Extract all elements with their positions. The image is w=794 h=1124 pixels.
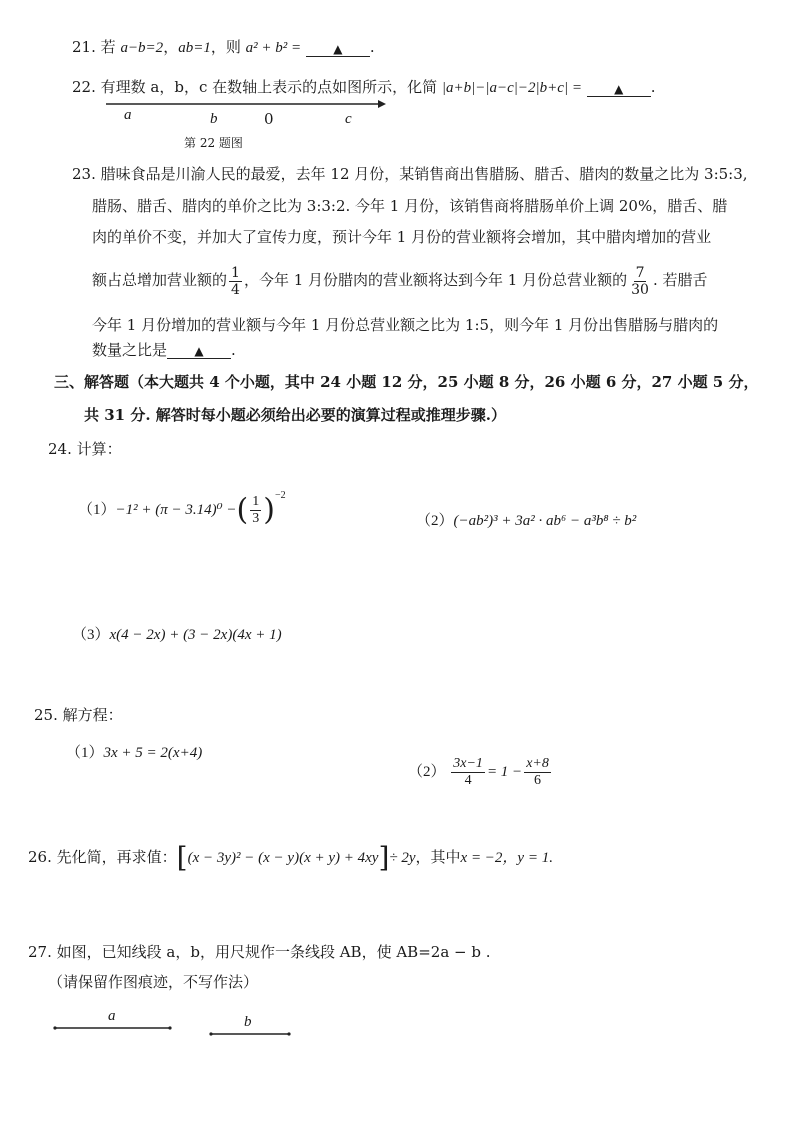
q27-note: （请保留作图痕迹，不写作法） xyxy=(48,973,259,991)
fraction-one-third: $\frac{1}{3}$ xyxy=(252,494,260,527)
q23-line4: 额占总增加营业额的 $\frac{1}{4}$ ，今年 1 月份腊肉的营业额将达到今年 1 月份总营业额的 $\frac{7}{30}$ . 若腊舌 xyxy=(92,264,708,298)
q24-part3: （3）x(4 − 2x) + (3 − 2x)(4x + 1) xyxy=(72,627,282,643)
fraction-one-quarter: $\frac{1}{4}$ xyxy=(231,264,240,298)
answer-triangle-icon: ▲ xyxy=(614,82,624,96)
number-line-label-zero: 0 xyxy=(264,110,274,128)
q24-part1: （1）−1² + (π − 3.14)⁰ −( $\frac{1}{3}$ )$^{-2}$ xyxy=(78,490,286,528)
number-line-label-b: b xyxy=(210,111,218,127)
segment-a-label: a xyxy=(108,1008,116,1024)
q23-line5: 今年 1 月份增加的营业额与今年 1 月份总营业额之比为 1:5，则今年 1 月份出售腊肠与腊肉的 xyxy=(92,316,719,334)
q27-line: 27. 如图，已知线段 a，b，用尺规作一条线段 AB，使 AB=2a − b . xyxy=(28,943,491,961)
q24-title: 24. 计算： xyxy=(48,440,122,458)
q25-part1: （1）3x + 5 = 2(x+4) xyxy=(66,745,203,761)
q23-line3: 肉的单价不变，并加大了宣传力度，预计今年 1 月份的营业额将会增加，其中腊肉增加的营业 xyxy=(92,228,712,246)
number-line-arrow-icon xyxy=(378,100,386,108)
section3-heading: 三、解答题（本大题共 4 个小题，其中 24 小题 12 分，25 小题 8 分，26 小题 6 分，27 小题 5 分， xyxy=(54,373,759,391)
q22-figure-caption: 第 22 题图 xyxy=(184,136,243,150)
segment-b-end-dot xyxy=(287,1032,290,1035)
q22-number: 22. xyxy=(72,78,96,96)
answer-triangle-icon: ▲ xyxy=(333,42,343,56)
segment-a-start-dot xyxy=(53,1026,56,1029)
segment-b-start-dot xyxy=(209,1032,212,1035)
q25-part2: （2） $\frac{3x-1}{4}$ = 1 − $\frac{x+8}{6}$ xyxy=(408,756,549,789)
answer-triangle-icon: ▲ xyxy=(194,344,204,358)
number-line-label-a: a xyxy=(124,107,132,123)
q23-line1: 23. 腊味食品是川渝人民的最爱，去年 12 月份，某销售商出售腊肠、腊舌、腊肉的数量之比为 3:5:3, xyxy=(72,165,748,183)
q26-line: 26. 先化简，再求值：[(x − 3y)² − (x − y)(x + y) + 4xy]÷ 2y，其中x = −2，y = 1. xyxy=(28,841,553,874)
fraction-seven-thirtieths: $\frac{7}{30}$ xyxy=(631,264,649,298)
segment-b-label: b xyxy=(244,1014,252,1030)
q23-answer-blank[interactable] xyxy=(167,342,231,359)
q23-number: 23. xyxy=(72,165,96,183)
q22-line: 22. 有理数 a，b，c 在数轴上表示的点如图所示，化简 |a+b|−|a−c|−2|b+c| = ▲ . xyxy=(72,78,656,96)
q21-number: 21. xyxy=(72,38,96,56)
number-line-label-c: c xyxy=(345,111,352,127)
section3-instructions: 共 31 分. 解答时每小题必须给出必要的演算过程或推理步骤.） xyxy=(84,406,506,424)
fraction-lhs: $\frac{3x-1}{4}$ xyxy=(453,756,483,789)
q23-line6: 数量之比是 ▲ . xyxy=(92,341,236,359)
q25-title: 25. 解方程： xyxy=(34,706,123,724)
fraction-rhs: $\frac{x+8}{6}$ xyxy=(526,756,549,789)
q21-line: 21. 若 a−b=2，ab=1，则 a² + b² = ▲ . xyxy=(72,38,375,56)
q24-part2: （2）(−ab²)³ + 3a² · ab⁶ − a³b⁸ ÷ b² xyxy=(416,513,637,529)
segment-a-end-dot xyxy=(168,1026,171,1029)
q23-line2: 腊肠、腊舌、腊肉的单价之比为 3:3:2. 今年 1 月份，该销售商将腊肠单价上调 20%，腊舌、腊 xyxy=(92,197,728,215)
